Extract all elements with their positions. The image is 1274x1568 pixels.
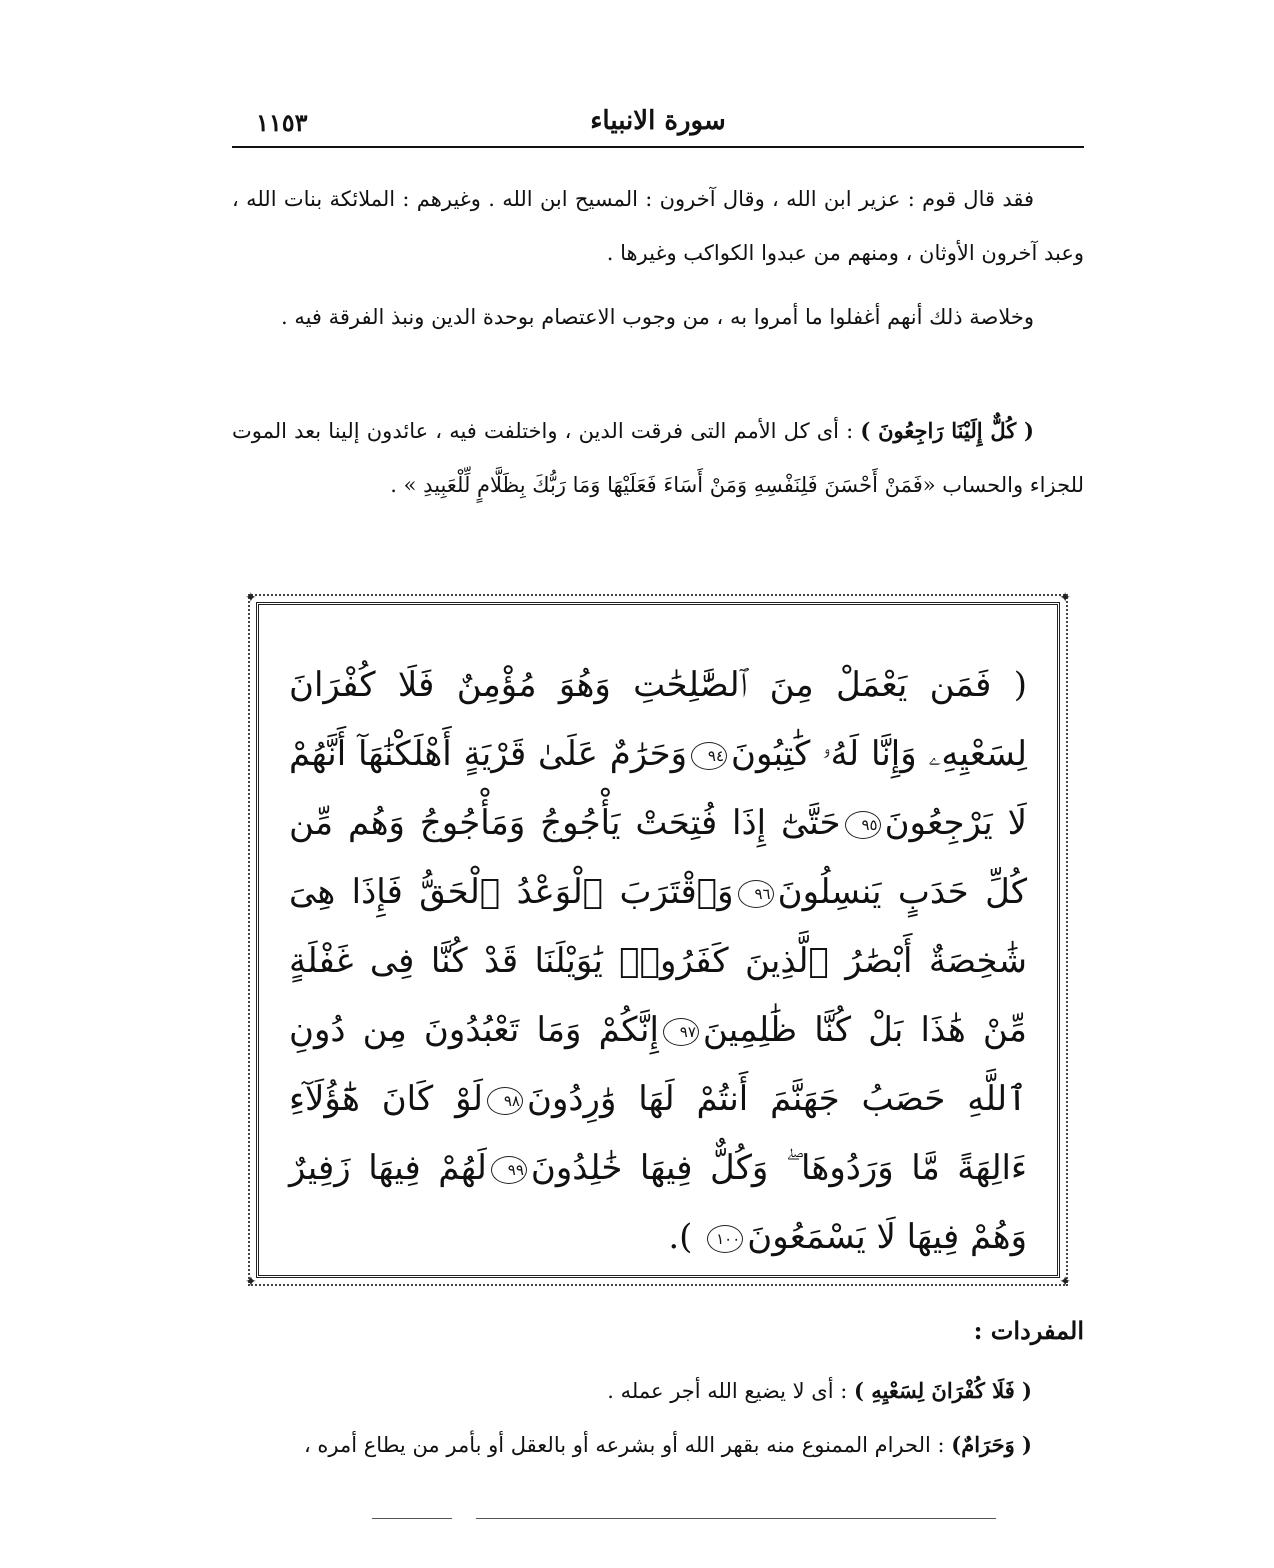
frame-ornament: ✦ — [245, 590, 257, 606]
verse-text: إِنَّكُمْ وَمَا تَعْبُدُونَ مِن دُونِ ٱللَّهِ حَصَبُ جَهَنَّمَ أَنتُمْ لَهَا وَٰرِدُونَ — [289, 1010, 1027, 1119]
vocabulary-entry — [232, 1374, 1084, 1408]
verse-text: فَمَن يَعْمَلْ مِنَ ٱلصَّٰلِحَٰتِ وَهُوَ مُؤْمِنٌ فَلَا كُفْرَانَ لِسَعْيِهِۦ وَإِنَّا لَهُۥ كَٰتِبُونَ — [289, 665, 1027, 774]
vocabulary-definition: : أى لا يضيع الله أجر عمله . — [607, 1379, 854, 1403]
quran-text — [289, 651, 1027, 1272]
vocabulary-heading: المفردات : — [973, 1316, 1084, 1345]
commentary-text: وخلاصة ذلك أنهم أغفلوا ما أمروا به ، من وجوب الاعتصام بوحدة الدين ونبذ الفرقة فيه . — [280, 305, 1034, 329]
vocabulary-term: ( وَحَرَامٌ) — [951, 1432, 1032, 1457]
vocabulary-term: ( فَلَا كُفْرَانَ لِسَعْيِهِ ) — [853, 1378, 1032, 1403]
page-header — [232, 104, 1084, 144]
verse-number-marker: ١٠٠ — [707, 1225, 743, 1253]
footer-rule — [372, 1518, 452, 1519]
commentary-paragraph — [232, 404, 1084, 512]
verse-text: وَحَرَٰمٌ عَلَىٰ قَرْيَةٍ أَهْلَكْنَٰهَآ أَنَّهُمْ لَا يَرْجِعُونَ — [289, 734, 1027, 843]
verse-number-marker: ٩٥ — [845, 811, 881, 839]
surah-title: سورة الانبياء — [590, 106, 726, 136]
verse-number-marker: ٩٧ — [663, 1018, 699, 1046]
commentary-paragraph — [232, 172, 1084, 280]
commentary-text: فقد قال قوم : عزير ابن الله ، وقال آخرون : المسيح ابن الله . وغيرهم : الملائكة بنات الله ، وعبد آخرون الأوثان ، ومنهم من عبدوا الكواكب وغيرها . — [232, 187, 1084, 265]
quran-verses-frame — [245, 590, 1071, 1290]
verse-number-marker: ٩٩ — [491, 1156, 527, 1184]
verse-text: لَوْ كَانَ هَٰٓؤُلَآءِ ءَالِهَةً مَّا وَرَدُوهَا ۖ وَكُلٌّ فِيهَا خَٰلِدُونَ — [289, 1079, 1027, 1188]
header-rule — [232, 146, 1084, 148]
frame-ornament: ✦ — [245, 1274, 257, 1290]
quran-bracket: ). — [668, 1217, 704, 1257]
frame-ornament: ✦ — [1059, 1274, 1071, 1290]
verse-number-marker: ٩٨ — [487, 1087, 523, 1115]
vocabulary-definition: : الحرام الممنوع منه بقهر الله أو بشرعه أو بالعقل أو بأمر من يطاع أمره ، — [303, 1433, 952, 1457]
verse-number-marker: ٩٤ — [691, 742, 727, 770]
commentary-paragraph — [232, 290, 1084, 344]
verse-text: حَتَّىٰٓ إِذَا فُتِحَتْ يَأْجُوجُ وَمَأْجُوجُ وَهُم مِّن كُلِّ حَدَبٍ يَنسِلُونَ — [289, 803, 1028, 912]
quoted-ayah: ( كُلٌّ إِلَيْنَا رَاجِعُونَ ) — [860, 418, 1034, 443]
footer-rule — [476, 1518, 996, 1519]
commentary-text: : أى كل الأمم التى فرقت الدين ، واختلفت فيه ، عائدون إلينا بعد الموت للجزاء والحساب «فَمَنْ أَحْسَنَ فَلِنَفْسِهِ وَمَنْ أَسَاءَ فَعَلَيْهَا وَمَا رَبُّكَ بِظَلَّامٍ لِّلْعَبِيدِ » . — [232, 419, 1084, 497]
verse-number-marker: ٩٦ — [738, 880, 774, 908]
verse-text: لَهُمْ فِيهَا زَفِيرٌ وَهُمْ فِيهَا لَا يَسْمَعُونَ — [289, 1148, 1027, 1257]
quran-bracket: ( — [991, 665, 1027, 705]
frame-ornament: ✦ — [1059, 590, 1071, 606]
page-number: ١١٥٣ — [256, 108, 308, 137]
vocabulary-entry — [232, 1428, 1084, 1462]
verse-text: وَٱقْتَرَبَ ٱلْوَعْدُ ٱلْحَقُّ فَإِذَا هِىَ شَٰخِصَةٌ أَبْصَٰرُ ٱلَّذِينَ كَفَرُوا۟ يَٰوَيْلَنَا قَدْ كُنَّا فِى غَفْلَةٍ مِّنْ هَٰذَا بَلْ كُنَّا ظَٰلِمِينَ — [289, 872, 1027, 1050]
